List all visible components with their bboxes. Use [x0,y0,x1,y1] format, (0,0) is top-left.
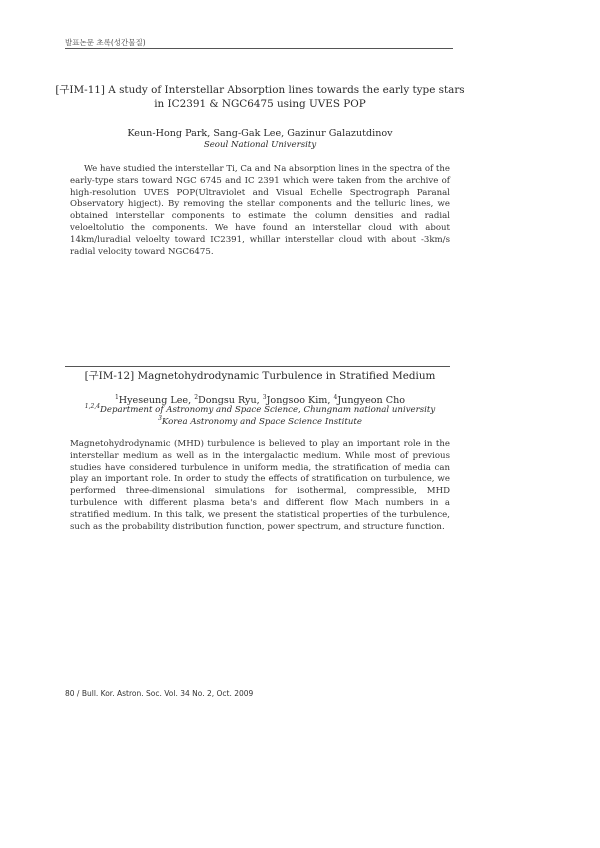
author-name: Jungyeon Cho [337,395,406,406]
paper1-affiliation: Seoul National University [203,140,317,150]
paper1-abstract: We have studied the interstellar Ti, Ca and Na absorption lines in the spectra of the early-type stars toward NGC 6745 and IC 2391 which were taken from the archive of high-resolution UVES POP(Ultraviolet and Visual Echelle Spectrograph Paranal Observatory higject). By removing the stellar components and the telluric lines, we obtained interstellar components to estimate the column densities and radial veloeltolutio the components. We have found an interstellar cloud with about 14km/luradial veloelty toward IC2391, whillar interstellar cloud with about -3km/s radial velocity toward NGC6475. [70,164,450,257]
author-sup: 1 [114,394,119,401]
author-sup: 2 [194,394,199,401]
header-rule [65,48,453,49]
affil-sup: 3 [158,415,162,422]
paper1-authors: Keun-Hong Park, Sang-Gak Lee, Gazinur Galazutdinov [127,128,393,139]
page-footer: 80 / Bull. Kor. Astron. Soc. Vol. 34 No. 2, Oct. 2009 [65,689,254,698]
author-name: Hyeseung Lee, [118,395,195,406]
author-sup: 3 [262,394,267,401]
affil-text: Korea Astronomy and Space Science Institute [161,417,362,427]
paper2-title: [구IM-12] Magnetohydrodynamic Turbulence in Stratified Medium [84,370,436,382]
author-sup: 4 [333,394,338,401]
paper1-title: [구IM-11] A study of Interstellar Absorption lines towards the early type stars in IC2391 & NGC6475 using UVES POP [55,84,465,110]
affil-sup: 1,2,4 [84,403,101,410]
affil-text: Department of Astronomy and Space Science, Chungnam national university [100,405,436,415]
author-name: Dongsu Ryu, [198,395,263,406]
paper2-abstract: Magnetohydrodynamic (MHD) turbulence is believed to play an important role in the interstellar medium as well as in the intergalactic medium. While most of previous studies have considered turbulence in uniform media, the stratification of media can play an important role. In order to study the effects of stratification on turbulence, we performed three-dimensional simulations for isothermal, compressible, MHD turbulence with different plasma beta's and different flow Mach numbers in a stratified medium. In this talk, we present the statistical properties of the turbulence, such as the probability distribution function, power spectrum, and structure function. [70,439,450,532]
paper2-affiliation-2 [50,417,470,429]
running-head: 발표논문 초록(성간물질) [65,38,146,47]
author-name: Jongsoo Kim, [266,395,334,406]
paper2-affiliation-1 [50,405,470,417]
section-rule [65,366,450,367]
